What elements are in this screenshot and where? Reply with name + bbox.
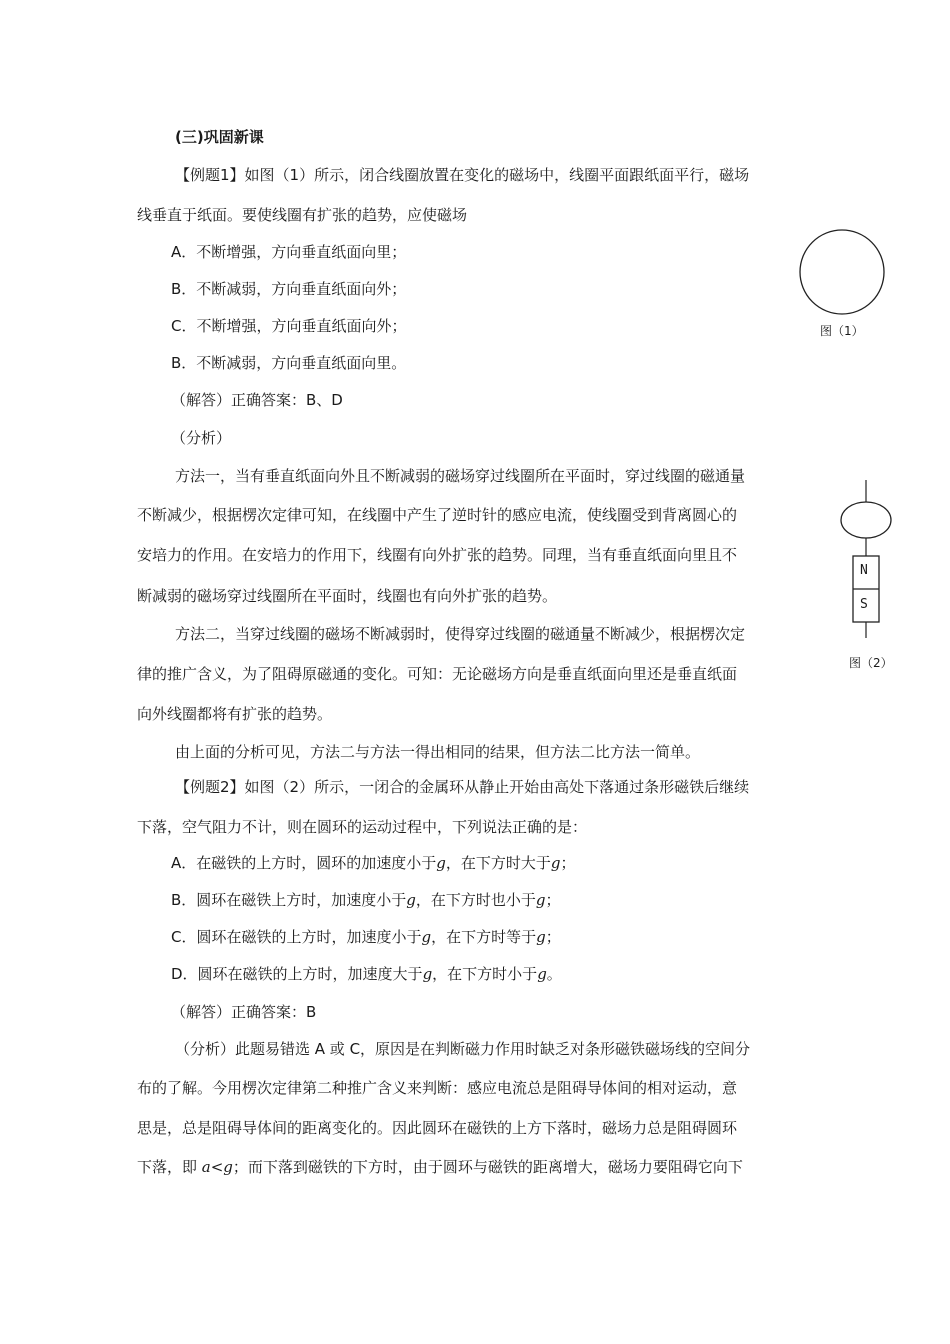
figure-1	[790, 224, 900, 344]
north-pole-label: N	[860, 563, 868, 578]
example2-answer: （解答）正确答案：B	[171, 1003, 317, 1021]
section-title: (三)巩固新课	[175, 128, 264, 146]
example1-option-b: B．不断减弱，方向垂直纸面向外；	[171, 280, 407, 298]
example2-line1: 【例题2】如图（2）所示，一闭合的金属环从静止开始由高处下落通过条形磁铁后继续	[175, 778, 750, 796]
conclusion: 由上面的分析可见，方法二与方法一得出相同的结果，但方法二比方法一简单。	[175, 743, 701, 761]
method2-line3: 向外线圈都将有扩张的趋势。	[137, 705, 333, 723]
example1-analysis-label: （分析）	[171, 429, 232, 447]
method1-line2: 不断减少，根据楞次定律可知，在线圈中产生了逆时针的感应电流，使线圈受到背离圆心的	[137, 506, 738, 524]
example2-option-d: D．圆环在磁铁的上方时，加速度大于g，在下方时小于g。	[171, 965, 562, 983]
example1-option-c: C．不断增强，方向垂直纸面向外；	[171, 317, 407, 335]
example1-line2: 线垂直于纸面。要使线圈有扩张的趋势，应使磁场	[137, 206, 468, 224]
example2-option-b: B．圆环在磁铁上方时，加速度小于g，在下方时也小于g；	[171, 891, 561, 909]
method1-line3: 安培力的作用。在安培力的作用下，线圈有向外扩张的趋势。同理，当有垂直纸面向里且不	[137, 546, 738, 564]
figure-1-caption: 图（1）	[820, 324, 864, 338]
example1-answer: （解答）正确答案：B、D	[171, 391, 343, 409]
example2-analysis-line3: 思是，总是阻碍导体间的距离变化的。因此圆环在磁铁的上方下落时，磁场力总是阻碍圆环	[137, 1119, 738, 1137]
figure-2-caption: 图（2）	[849, 656, 893, 670]
example2-option-c: C．圆环在磁铁的上方时，加速度小于g，在下方时等于g；	[171, 928, 561, 946]
method1-line4: 断减弱的磁场穿过线圈所在平面时，线圈也有向外扩张的趋势。	[137, 587, 558, 605]
example2-analysis-line1: （分析）此题易错选 A 或 C，原因是在判断磁力作用时缺乏对条形磁铁磁场线的空间分	[175, 1040, 751, 1058]
example2-option-a: A．在磁铁的上方时，圆环的加速度小于g，在下方时大于g；	[171, 854, 576, 872]
figure-2	[835, 478, 915, 678]
example2-analysis-line4: 下落，即 a<g；而下落到磁铁的下方时，由于圆环与磁铁的距离增大，磁场力要阻碍它向下	[137, 1158, 743, 1176]
example1-option-d: B．不断减弱，方向垂直纸面向里。	[171, 354, 407, 372]
example2-analysis-line2: 布的了解。今用楞次定律第二种推广含义来判断：感应电流总是阻碍导体间的相对运动，意	[137, 1079, 738, 1097]
method2-line1: 方法二，当穿过线圈的磁场不断减弱时，使得穿过线圈的磁通量不断减少，根据楞次定	[175, 625, 746, 643]
example1-option-a: A．不断增强，方向垂直纸面向里；	[171, 243, 407, 261]
example1-line1: 【例题1】如图（1）所示，闭合线圈放置在变化的磁场中，线圈平面跟纸面平行，磁场	[175, 166, 750, 184]
example2-line2: 下落，空气阻力不计，则在圆环的运动过程中，下列说法正确的是：	[137, 818, 588, 836]
south-pole-label: S	[860, 597, 868, 612]
method1-line1: 方法一，当有垂直纸面向外且不断减弱的磁场穿过线圈所在平面时，穿过线圈的磁通量	[175, 467, 746, 485]
method2-line2: 律的推广含义，为了阻碍原磁通的变化。可知：无论磁场方向是垂直纸面向里还是垂直纸面	[137, 665, 738, 683]
ring-magnet-diagram	[835, 478, 915, 653]
